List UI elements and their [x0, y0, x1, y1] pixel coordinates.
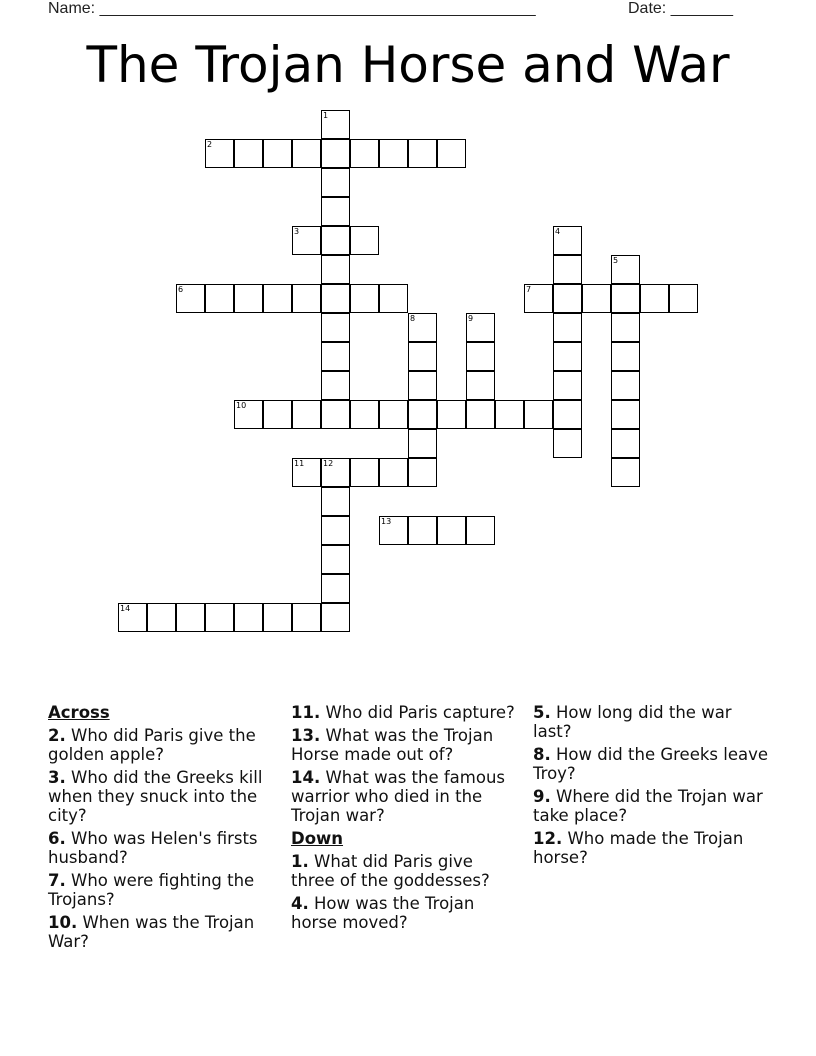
- crossword-cell[interactable]: [321, 458, 350, 487]
- crossword-cell[interactable]: [350, 139, 379, 168]
- crossword-cell[interactable]: [553, 400, 582, 429]
- crossword-cell[interactable]: [582, 284, 611, 313]
- crossword-cell[interactable]: [292, 284, 321, 313]
- crossword-cell[interactable]: [205, 603, 234, 632]
- crossword-cell[interactable]: [292, 226, 321, 255]
- crossword-cell[interactable]: [611, 284, 640, 313]
- clue-across-3: [48, 768, 278, 825]
- crossword-cell[interactable]: [379, 458, 408, 487]
- page-title: The Trojan Horse and War: [86, 36, 730, 94]
- clue-across-13: [291, 726, 521, 764]
- crossword-cell[interactable]: [205, 284, 234, 313]
- crossword-cell[interactable]: [321, 400, 350, 429]
- crossword-cell[interactable]: [611, 458, 640, 487]
- cell-number: 14: [120, 604, 131, 613]
- crossword-cell[interactable]: [437, 516, 466, 545]
- crossword-cell[interactable]: [234, 400, 263, 429]
- cell-number: 2: [207, 140, 213, 149]
- crossword-cell[interactable]: [234, 139, 263, 168]
- crossword-cell[interactable]: [553, 371, 582, 400]
- clue-down-12: [533, 829, 773, 867]
- crossword-cell[interactable]: [524, 400, 553, 429]
- clue-number: 10.: [48, 913, 78, 932]
- crossword-cell[interactable]: [524, 284, 553, 313]
- clue-text: Who did Paris capture?: [325, 703, 515, 722]
- crossword-cell[interactable]: [321, 371, 350, 400]
- crossword-cell[interactable]: [321, 516, 350, 545]
- crossword-cell[interactable]: [611, 400, 640, 429]
- crossword-cell[interactable]: [263, 139, 292, 168]
- crossword-cell[interactable]: [292, 139, 321, 168]
- crossword-cell[interactable]: [640, 284, 669, 313]
- clue-down-8: [533, 745, 773, 783]
- crossword-cell[interactable]: [263, 400, 292, 429]
- crossword-cell[interactable]: [321, 284, 350, 313]
- crossword-cell[interactable]: [553, 429, 582, 458]
- clue-down-1: [291, 852, 521, 890]
- clue-text: When was the Trojan War?: [48, 913, 255, 951]
- clue-text: Who were fighting the Trojans?: [48, 871, 255, 909]
- crossword-cell[interactable]: [263, 603, 292, 632]
- clue-down-5: [533, 703, 773, 741]
- crossword-cell[interactable]: [205, 139, 234, 168]
- crossword-cell[interactable]: [408, 516, 437, 545]
- clues-column-3: [533, 703, 773, 871]
- cell-number: 1: [323, 111, 329, 120]
- clue-across-14: [291, 768, 521, 825]
- clues-column-2: [291, 703, 521, 936]
- clue-across-11: [291, 703, 521, 722]
- clue-number: 12.: [533, 829, 563, 848]
- crossword-cell[interactable]: [408, 342, 437, 371]
- crossword-cell[interactable]: [466, 516, 495, 545]
- clue-number: 1.: [291, 852, 309, 871]
- crossword-cell[interactable]: [611, 313, 640, 342]
- cell-number: 4: [555, 227, 561, 236]
- crossword-cell[interactable]: [147, 603, 176, 632]
- crossword-cell[interactable]: [292, 458, 321, 487]
- clue-down-9: [533, 787, 773, 825]
- clue-text: Who did the Greeks kill when they snuck into the city?: [48, 768, 263, 825]
- name-field[interactable]: Name: _________________________________________________: [48, 0, 536, 17]
- crossword-cell[interactable]: [321, 197, 350, 226]
- clue-text: Who made the Trojan horse?: [533, 829, 744, 867]
- clue-text: How long did the war last?: [533, 703, 732, 741]
- crossword-cell[interactable]: [379, 139, 408, 168]
- clue-across-2: [48, 726, 278, 764]
- crossword-cell[interactable]: [321, 313, 350, 342]
- clue-text: How was the Trojan horse moved?: [291, 894, 475, 932]
- crossword-cell[interactable]: [234, 284, 263, 313]
- crossword-cell[interactable]: [176, 284, 205, 313]
- crossword-cell[interactable]: [321, 603, 350, 632]
- crossword-cell[interactable]: [408, 371, 437, 400]
- crossword-cell[interactable]: [379, 284, 408, 313]
- clue-text: Who did Paris give the golden apple?: [48, 726, 256, 764]
- clue-across-6: [48, 829, 278, 867]
- clue-across-10: [48, 913, 278, 951]
- crossword-cell[interactable]: [321, 139, 350, 168]
- crossword-cell[interactable]: [321, 110, 350, 139]
- crossword-cell[interactable]: [176, 603, 205, 632]
- cell-number: 10: [236, 401, 247, 410]
- crossword-cell[interactable]: [495, 400, 524, 429]
- crossword-cell[interactable]: [611, 429, 640, 458]
- crossword-cell[interactable]: [321, 255, 350, 284]
- across-heading: Across: [48, 703, 110, 722]
- cell-number: 6: [178, 285, 184, 294]
- cell-number: 3: [294, 227, 300, 236]
- cell-number: 13: [381, 517, 392, 526]
- crossword-cell[interactable]: [379, 516, 408, 545]
- clue-number: 11.: [291, 703, 321, 722]
- cell-number: 12: [323, 459, 334, 468]
- crossword-cell[interactable]: [350, 400, 379, 429]
- clue-number: 4.: [291, 894, 309, 913]
- clues-column-1: [48, 703, 278, 955]
- clue-text: What did Paris give three of the goddesses?: [291, 852, 490, 890]
- clue-text: Where did the Trojan war take place?: [533, 787, 763, 825]
- crossword-cell[interactable]: [350, 458, 379, 487]
- crossword-cell[interactable]: [321, 342, 350, 371]
- cell-number: 5: [613, 256, 619, 265]
- crossword-cell[interactable]: [118, 603, 147, 632]
- crossword-cell[interactable]: [611, 255, 640, 284]
- crossword-cell[interactable]: [466, 371, 495, 400]
- crossword-cell[interactable]: [321, 226, 350, 255]
- clue-down-4: [291, 894, 521, 932]
- clue-text: Who was Helen's firsts husband?: [48, 829, 258, 867]
- clue-number: 8.: [533, 745, 551, 764]
- crossword-cell[interactable]: [611, 342, 640, 371]
- clue-number: 14.: [291, 768, 321, 787]
- crossword-cell[interactable]: [321, 574, 350, 603]
- clue-number: 13.: [291, 726, 321, 745]
- crossword-cell[interactable]: [292, 400, 321, 429]
- crossword-cell[interactable]: [263, 284, 292, 313]
- crossword-cell[interactable]: [553, 255, 582, 284]
- crossword-cell[interactable]: [611, 371, 640, 400]
- crossword-cell[interactable]: [553, 313, 582, 342]
- clue-text: What was the Trojan Horse made out of?: [291, 726, 494, 764]
- clue-text: What was the famous warrior who died in the Trojan war?: [291, 768, 505, 825]
- clue-text: How did the Greeks leave Troy?: [533, 745, 769, 783]
- crossword-cell[interactable]: [437, 400, 466, 429]
- clue-number: 9.: [533, 787, 551, 806]
- clue-number: 2.: [48, 726, 66, 745]
- crossword-cell[interactable]: [553, 226, 582, 255]
- down-heading: Down: [291, 829, 344, 848]
- date-field[interactable]: Date: _______: [628, 0, 733, 17]
- cell-number: 8: [410, 314, 416, 323]
- crossword-cell[interactable]: [408, 313, 437, 342]
- cell-number: 9: [468, 314, 474, 323]
- crossword-cell[interactable]: [321, 168, 350, 197]
- clue-across-7: [48, 871, 278, 909]
- crossword-cell[interactable]: [408, 139, 437, 168]
- crossword-cell[interactable]: [350, 284, 379, 313]
- crossword-cell[interactable]: [350, 226, 379, 255]
- crossword-cell[interactable]: [408, 429, 437, 458]
- clue-number: 3.: [48, 768, 66, 787]
- crossword-cell[interactable]: [466, 400, 495, 429]
- crossword-cell[interactable]: [669, 284, 698, 313]
- crossword-cell[interactable]: [466, 342, 495, 371]
- clue-number: 6.: [48, 829, 66, 848]
- crossword-cell[interactable]: [379, 400, 408, 429]
- crossword-cell[interactable]: [466, 313, 495, 342]
- crossword-cell[interactable]: [408, 458, 437, 487]
- crossword-cell[interactable]: [437, 139, 466, 168]
- crossword-cell[interactable]: [321, 545, 350, 574]
- clue-number: 5.: [533, 703, 551, 722]
- clue-number: 7.: [48, 871, 66, 890]
- cell-number: 11: [294, 459, 305, 468]
- cell-number: 7: [526, 285, 532, 294]
- crossword-cell[interactable]: [234, 603, 263, 632]
- crossword-cell[interactable]: [321, 487, 350, 516]
- crossword-cell[interactable]: [408, 400, 437, 429]
- crossword-cell[interactable]: [292, 603, 321, 632]
- crossword-cell[interactable]: [553, 284, 582, 313]
- crossword-cell[interactable]: [553, 342, 582, 371]
